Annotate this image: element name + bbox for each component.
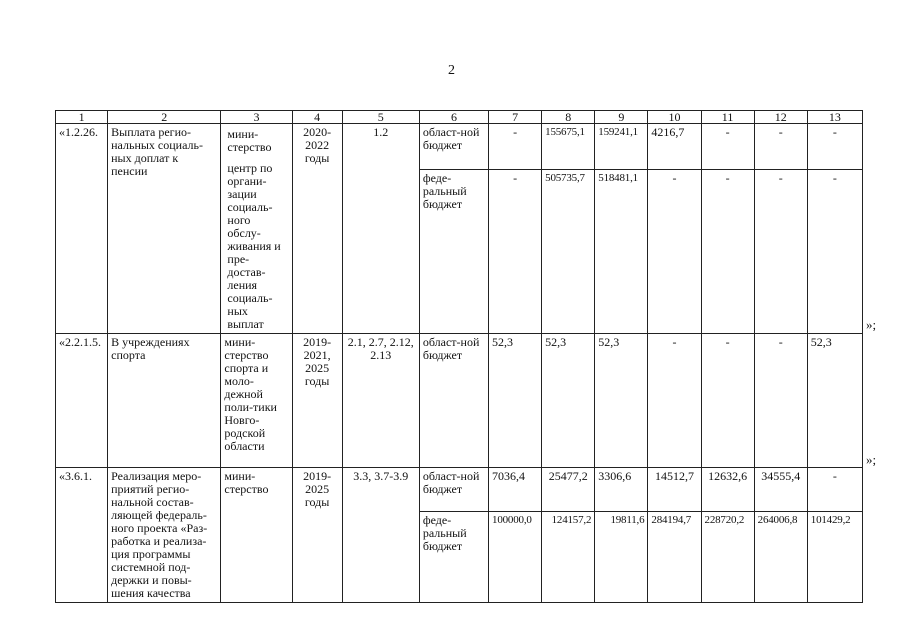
cell-value: - — [701, 334, 754, 468]
row-name: Выплата регио-нальных социаль-ных доплат к пенсии — [108, 124, 221, 334]
row-executor: мини-стерство спорта и моло-дежной поли-тики Новго-родской области — [221, 334, 292, 468]
cell-value: - — [754, 334, 807, 468]
table-row — [56, 334, 863, 468]
cell-value: 159241,1 — [595, 124, 648, 170]
cell-value: - — [489, 169, 542, 333]
cell-value: 19811,6 — [595, 512, 648, 603]
cell-value: 52,3 — [595, 334, 648, 468]
row-years: 2019-2025 годы — [292, 468, 342, 603]
row-code: «3.6.1. — [56, 468, 108, 603]
cell-value: - — [701, 124, 754, 170]
table-row — [56, 468, 863, 512]
cell-value: - — [807, 169, 862, 333]
cell-value: 264006,8 — [754, 512, 807, 603]
col-num: 9 — [595, 111, 648, 124]
row-closer-quote: »; — [866, 452, 877, 467]
cell-value: - — [489, 124, 542, 170]
row-code: «1.2.26. — [56, 124, 108, 334]
row-years: 2019-2021, 2025 годы — [292, 334, 342, 468]
row-source: област-ной бюджет — [419, 334, 488, 468]
program-table — [55, 110, 863, 603]
cell-value: 101429,2 — [807, 512, 862, 603]
col-num: 12 — [754, 111, 807, 124]
cell-value: 4216,7 — [648, 124, 701, 170]
row-years: 2020-2022 годы — [292, 124, 342, 334]
cell-value: 284194,7 — [648, 512, 701, 603]
col-num: 8 — [542, 111, 595, 124]
cell-value: 25477,2 — [542, 468, 595, 512]
row-source: феде-ральный бюджет — [419, 512, 488, 603]
executor-bottom: центр по органи-зации социаль-ного обслу-живания и пре-достав-ления социаль-ных выплат — [227, 161, 281, 331]
cell-value: 52,3 — [807, 334, 862, 468]
col-num: 2 — [108, 111, 221, 124]
row-indicators: 2.1, 2.7, 2.12, 2.13 — [342, 334, 419, 468]
col-num: 5 — [342, 111, 419, 124]
cell-value: - — [648, 169, 701, 333]
row-indicators: 3.3, 3.7-3.9 — [342, 468, 419, 603]
row-name: Реализация меро-приятий регио-нальной состав-ляющей федераль-ного проекта «Раз-работка и реализа-ция программы системной под-держки и повы-шения качества — [108, 468, 221, 603]
cell-value: 12632,6 — [701, 468, 754, 512]
row-source: феде-ральный бюджет — [419, 169, 488, 333]
col-num: 3 — [221, 111, 292, 124]
col-num: 11 — [701, 111, 754, 124]
executor-top: мини-стерство — [227, 127, 272, 154]
cell-value: 7036,4 — [489, 468, 542, 512]
column-number-row — [56, 111, 863, 124]
cell-value: 52,3 — [542, 334, 595, 468]
cell-value: 505735,7 — [542, 169, 595, 333]
row-executor: мини-стерство — [221, 468, 292, 603]
col-num: 13 — [807, 111, 862, 124]
row-executor — [221, 124, 292, 334]
cell-value: - — [754, 169, 807, 333]
cell-value: 100000,0 — [489, 512, 542, 603]
row-indicators: 1.2 — [342, 124, 419, 334]
col-num: 10 — [648, 111, 701, 124]
cell-value: 518481,1 — [595, 169, 648, 333]
row-source: област-ной бюджет — [419, 124, 488, 170]
col-num: 7 — [489, 111, 542, 124]
cell-value: 34555,4 — [754, 468, 807, 512]
row-name: В учреждениях спорта — [108, 334, 221, 468]
cell-value: 14512,7 — [648, 468, 701, 512]
table-row — [56, 124, 863, 170]
row-closer-quote: »; — [866, 317, 877, 332]
cell-value: - — [807, 124, 862, 170]
cell-value: 3306,6 — [595, 468, 648, 512]
cell-value: 228720,2 — [701, 512, 754, 603]
cell-value: - — [807, 468, 862, 512]
cell-value: 124157,2 — [542, 512, 595, 603]
col-num: 4 — [292, 111, 342, 124]
page-number: 2 — [448, 63, 455, 78]
row-source: област-ной бюджет — [419, 468, 488, 512]
cell-value: - — [648, 334, 701, 468]
cell-value: 52,3 — [489, 334, 542, 468]
cell-value: 155675,1 — [542, 124, 595, 170]
row-code: «2.2.1.5. — [56, 334, 108, 468]
cell-value: - — [754, 124, 807, 170]
col-num: 1 — [56, 111, 108, 124]
cell-value: - — [701, 169, 754, 333]
col-num: 6 — [419, 111, 488, 124]
